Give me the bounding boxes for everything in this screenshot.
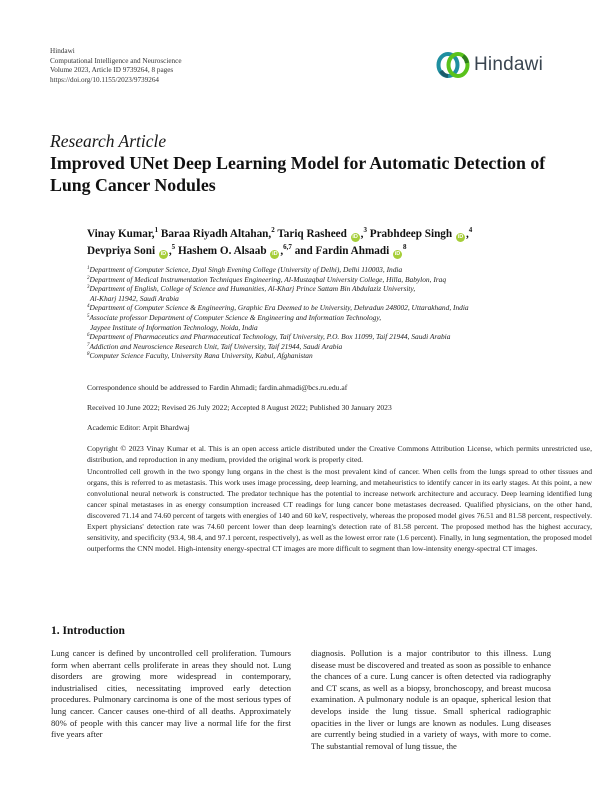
copyright-notice: Copyright © 2023 Vinay Kumar et al. This is an open access article distributed under the Creative Commons Attribution License, which permits unrestricted use, distribution, and reproduction in any medium, provided the original work is properly cited. bbox=[87, 444, 592, 464]
orcid-icon[interactable]: iD bbox=[394, 251, 401, 257]
affiliation-3: $^3$Department of English, College of Science and Humanities, Al-Kharj Prince Sattam Bin Abdulaziz University, bbox=[87, 284, 416, 294]
abstract: Uncontrolled cell growth in the two spongy lung organs in the chest is the most prevalent kind of cancer. When cells from the lungs spread to other tissues and organs, this is referred to as metastasis. This work uses image processing, deep learning, and metaheuristics to identify cancer in its early stages. At this point, a new convolutional neural network is constructed. The predator technique has the potential to increase network architecture and accuracy. Deep learning identified lung cancer spinal metastases in as energy consumption increased CT readings for lung cancer bone metastases decreased. Qualified physicians, on the other hand, discovered 71.14 and 74.60 percent of targets with energies of 140 and 60 keV, respectively, whereas the proposed model gives 76.51 and 81.58 percent, respectively. Expert physicians' detection rate was 74.60 percent lower than deep learning's detection rate of 81.58 percent. The proposed method has the highest accuracy, sensitivity, and specificity (93.4, 98.4, and 97.1 percent, respectively), as well as the lowest error rate (1.6 percent). Finally, in lung segmentation, the proposed model outperforms the CNN model. High-intensity energy-spectral CT images are more difficult to segment than low-intensity energy-spectral CT images. bbox=[87, 467, 592, 553]
affiliation-7: $^7$Addiction and Neuroscience Research Unit, Taif University, Taif 21944, Saudi Arabia bbox=[87, 341, 343, 351]
affiliation-6: $^6$Department of Pharmaceutics and Pharmaceutical Technology, Taif University, P.O. Box 11099, Taif 21944, Saudi Arabia bbox=[87, 332, 451, 342]
author: Baraa Riyadh Altahan,$^2$ bbox=[160, 226, 275, 240]
journal-metadata bbox=[50, 47, 182, 85]
affiliation-8: $^8$Computer Science Faculty, University Rana University, Kabul, Afghanistan bbox=[87, 351, 313, 361]
author-list bbox=[87, 226, 587, 260]
intro-paragraph-right: diagnosis. Pollution is a major contributor to this illness. Lung disease must be discovered and treated as soon as possible to enhance the chances of a cure. Lung cancer is often detected via radiography and CT scans, as well as a biopsy, bronchoscopy, and breast mucosa examination. A pulmonary nodule is an opaque, spherical lesion that develops inside the lung tissue. Small spherical radiographic opacities in the liver or lungs are known as nodules. Lung diseases are currently being studied in a variety of ways, with more to come. The substantial removal of lung tissue, the bbox=[311, 648, 551, 751]
doi-link[interactable]: https://doi.org/10.1155/2023/9739264 bbox=[50, 75, 160, 84]
orcid-icon[interactable]: iD bbox=[457, 234, 464, 240]
intro-paragraph-left: Lung cancer is defined by uncontrolled cell proliferation. Tumours form when aberrant cells proliferate in areas they should not. Lung disorders are growing more widespread in contemporary, industrialised cities, necessitating improved early detection procedures. Pulmonary carcinoma is one of the most serious types of lung cancer. Cancer causes one-third of all deaths. Approximately 80% of people with this cancer may live a normal life for the first five years after bbox=[51, 648, 291, 740]
affiliation-5: $^5$Associate professor Department of Computer Science & Engineering and Information Technology, bbox=[87, 312, 382, 322]
hindawi-rings-icon bbox=[435, 50, 471, 80]
affiliation-5-cont: Jaypee Institute of Information Technology, Noida, India bbox=[90, 322, 258, 332]
author: and Fardin Ahmadi $iD^8$ bbox=[294, 243, 407, 257]
correspondence-note: Correspondence should be addressed to Fardin Ahmadi; fardin.ahmadi@bcs.ru.edu.af bbox=[87, 383, 348, 392]
publisher-name: Hindawi bbox=[50, 47, 75, 55]
hindawi-logo bbox=[435, 50, 543, 80]
article-type: Research Article bbox=[50, 131, 167, 151]
author: Devpriya Soni iD ,$^5$ bbox=[87, 243, 176, 257]
affiliation-1: $^1$Department of Computer Science, Dyal Singh Evening College (University of Delhi), Delhi 110003, India bbox=[87, 265, 403, 274]
orcid-icon[interactable]: iD bbox=[352, 234, 358, 240]
affiliation-4: $^4$Department of Computer Science & Engineering, Graphic Era Deemed to be University, Dehradun 248002, Uttarakhand, India bbox=[87, 303, 469, 313]
affiliation-2: $^2$Department of Medical Instrumentation Techniques Engineering, Al-Mustaqbal University College, Hilla, Babylon, Iraq bbox=[87, 274, 447, 284]
body-column-right bbox=[311, 648, 551, 752]
author: Prabhdeep Singh iD ,$^4$ bbox=[369, 226, 473, 240]
volume-info: Volume 2023, Article ID 9739264, 8 pages bbox=[50, 66, 174, 75]
publication-dates: Received 10 June 2022; Revised 26 July 2022; Accepted 8 August 2022; Published 30 January 2023 bbox=[87, 403, 392, 412]
orcid-icon[interactable]: iD bbox=[160, 251, 167, 257]
affiliation-3-cont: Al-Kharj 11942, Saudi Arabia bbox=[90, 293, 179, 303]
author: Vinay Kumar,$^1$ bbox=[87, 226, 159, 240]
section-heading-introduction: 1. Introduction bbox=[51, 625, 125, 637]
journal-name: Computational Intelligence and Neuroscience bbox=[50, 56, 182, 65]
orcid-icon[interactable]: iD bbox=[272, 251, 278, 257]
article-title: Improved UNet Deep Learning Model for Automatic Detection of Lung Cancer Nodules bbox=[50, 153, 546, 195]
author: Tariq Rasheed iD ,$^3$ bbox=[277, 226, 367, 240]
affiliation-list bbox=[87, 265, 597, 361]
author: Hashem O. Alsaab iD ,$^{6,7}$ bbox=[177, 243, 292, 257]
academic-editor: Academic Editor: Arpit Bhardwaj bbox=[87, 423, 190, 432]
body-column-left bbox=[51, 648, 291, 741]
logo-text: Hindawi bbox=[474, 54, 543, 75]
